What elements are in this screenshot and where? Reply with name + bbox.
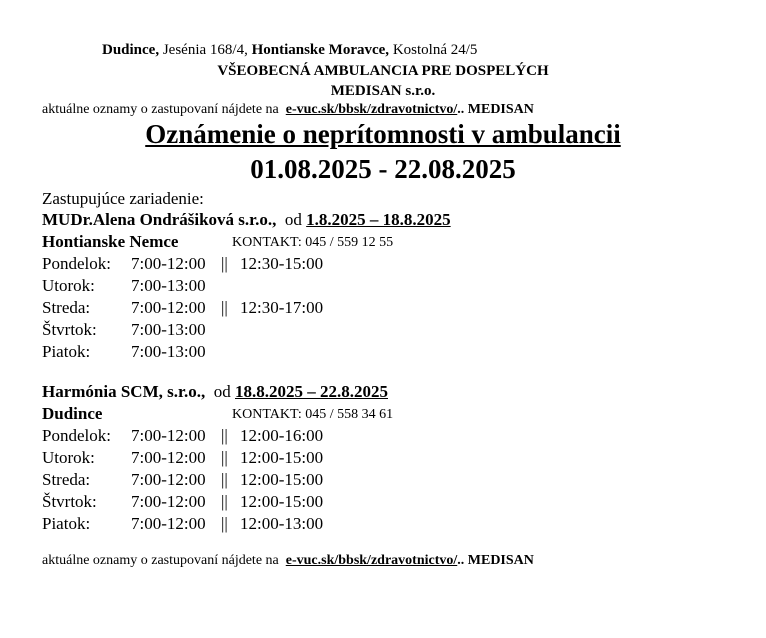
schedule-separator: || <box>221 298 228 317</box>
schedule-time-2: 12:00-15:00 <box>240 448 324 467</box>
schedule-day: Piatok: <box>42 342 91 361</box>
notice-top <box>42 102 534 118</box>
provider-1-name: MUDr.Alena Ondrášiková s.r.o., <box>42 210 277 229</box>
notice-suffix: .. MEDISAN <box>457 102 534 117</box>
schedule-row <box>42 320 442 342</box>
header-address-1: Jesénia 168/4, <box>162 42 248 58</box>
provider-2-town: Dudince <box>42 404 103 423</box>
notice-text: aktuálne oznamy o zastupovaní nájdete na <box>42 102 279 117</box>
notice-suffix: .. MEDISAN <box>457 553 534 568</box>
schedule-day: Utorok: <box>42 448 95 467</box>
header-addresses <box>102 42 477 59</box>
schedule-row <box>42 426 442 448</box>
header-company: MEDISAN s.r.o. <box>330 83 436 99</box>
provider-2-contact: KONTAKT: 045 / 558 34 61 <box>232 407 394 422</box>
header-address-2: Kostolná 24/5 <box>392 42 478 58</box>
schedule-time-1: 7:00-12:00 <box>131 426 206 445</box>
schedule-time-1: 7:00-13:00 <box>131 320 206 339</box>
schedule-time-1: 7:00-12:00 <box>131 514 206 533</box>
schedule-day: Štvrtok: <box>42 492 97 511</box>
schedule-separator: || <box>221 448 228 467</box>
schedule-day: Štvrtok: <box>42 320 97 339</box>
header-town-2: Hontianske Moravce, <box>251 42 390 58</box>
schedule-separator: || <box>221 254 228 273</box>
page-title: Oznámenie o neprítomnosti v ambulancii <box>145 119 621 149</box>
schedule-row <box>42 342 442 364</box>
provider-1-heading <box>42 210 451 230</box>
notice-text: aktuálne oznamy o zastupovaní nájdete na <box>42 553 279 568</box>
schedule-row <box>42 492 442 514</box>
provider-1-contact: KONTAKT: 045 / 559 12 55 <box>232 235 394 250</box>
schedule-day: Piatok: <box>42 514 91 533</box>
provider-1-from: od <box>284 210 302 229</box>
header-clinic-type: VŠEOBECNÁ AMBULANCIA PRE DOSPELÝCH <box>217 63 549 79</box>
schedule-row <box>42 254 442 276</box>
schedule-time-2: 12:00-15:00 <box>240 492 324 511</box>
schedule-time-1: 7:00-12:00 <box>131 298 206 317</box>
provider-2-period: 18.8.2025 – 22.8.2025 <box>235 382 388 401</box>
schedule-row <box>42 276 442 298</box>
schedule-row <box>42 514 442 536</box>
schedule-time-2: 12:00-13:00 <box>240 514 324 533</box>
schedule-row <box>42 470 442 492</box>
schedule-day: Utorok: <box>42 276 95 295</box>
provider-2-name: Harmónia SCM, s.r.o., <box>42 382 206 401</box>
schedule-separator: || <box>221 426 228 445</box>
schedule-separator: || <box>221 470 228 489</box>
schedule-time-1: 7:00-12:00 <box>131 492 206 511</box>
schedule-time-1: 7:00-13:00 <box>131 276 206 295</box>
schedule-day: Streda: <box>42 470 91 489</box>
schedule-day: Pondelok: <box>42 426 111 445</box>
schedule-day: Pondelok: <box>42 254 111 273</box>
schedule-time-2: 12:30-17:00 <box>240 298 324 317</box>
notice-link[interactable]: e-vuc.sk/bbsk/zdravotnictvo/ <box>285 102 458 117</box>
schedule-time-1: 7:00-12:00 <box>131 254 206 273</box>
schedule-separator: || <box>221 514 228 533</box>
notice-link[interactable]: e-vuc.sk/bbsk/zdravotnictvo/ <box>285 553 458 568</box>
absence-dates: 01.08.2025 - 22.08.2025 <box>250 154 516 184</box>
schedule-time-2: 12:00-15:00 <box>240 470 324 489</box>
schedule-time-1: 7:00-12:00 <box>131 470 206 489</box>
schedule-row <box>42 448 442 470</box>
provider-2-heading <box>42 382 388 402</box>
provider-1-period: 1.8.2025 – 18.8.2025 <box>306 210 451 229</box>
header-town-1: Dudince, <box>102 42 160 58</box>
schedule-row <box>42 298 442 320</box>
schedule-separator: || <box>221 492 228 511</box>
schedule-time-2: 12:00-16:00 <box>240 426 324 445</box>
schedule-time-1: 7:00-12:00 <box>131 448 206 467</box>
provider-2-from: od <box>213 382 231 401</box>
schedule-time-2: 12:30-15:00 <box>240 254 324 273</box>
schedule-day: Streda: <box>42 298 91 317</box>
provider-1-town: Hontianske Nemce <box>42 232 179 251</box>
schedule-time-1: 7:00-13:00 <box>131 342 206 361</box>
replacing-label: Zastupujúce zariadenie: <box>42 189 204 208</box>
notice-bottom <box>42 553 534 569</box>
